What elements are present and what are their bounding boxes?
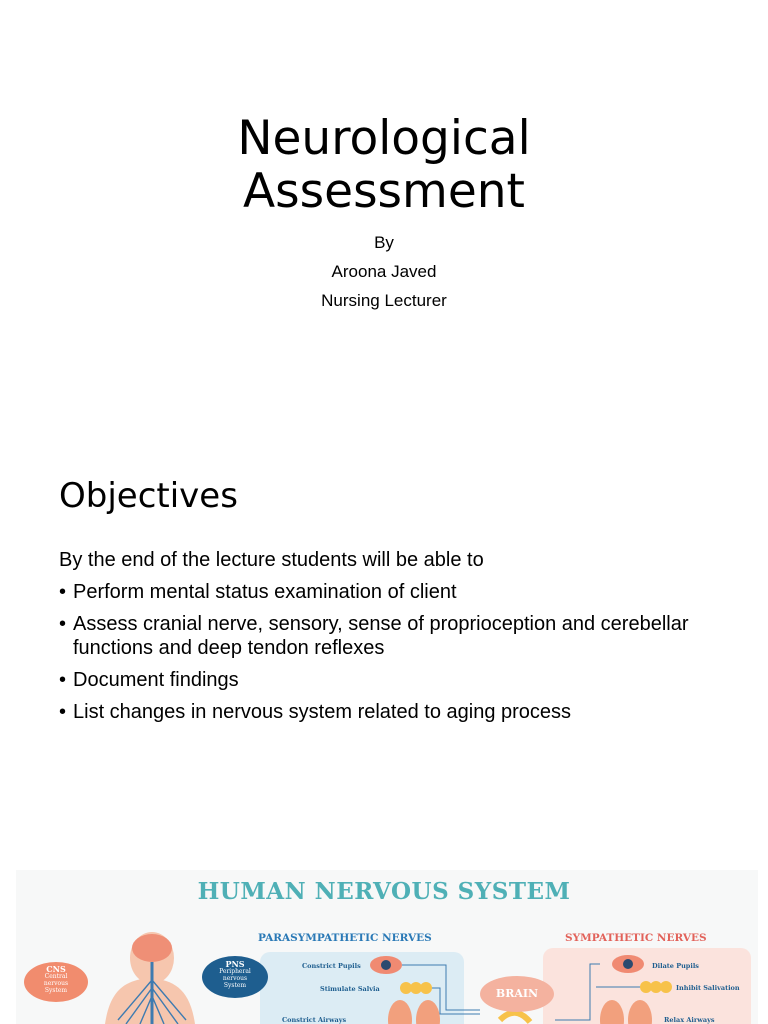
sympathetic-label: SYMPATHETIC NERVES xyxy=(565,932,707,944)
author-role: Nursing Lecturer xyxy=(321,291,447,310)
nervous-system-infographic xyxy=(0,870,768,1024)
by-label: By xyxy=(374,233,394,252)
lungs-icon xyxy=(388,1000,440,1024)
cns-line-2: nervous xyxy=(43,980,69,987)
eye-icon xyxy=(370,956,402,974)
objectives-heading: Objectives xyxy=(59,476,238,516)
cns-line-1: Central xyxy=(44,973,68,980)
lungs-icon xyxy=(600,1000,652,1024)
pns-abbr: PNS xyxy=(225,959,245,969)
title-line-1: Neurological xyxy=(237,111,531,166)
brain-badge: BRAIN xyxy=(480,976,554,1012)
list-item: • List changes in nervous system related to aging process xyxy=(59,700,719,724)
objectives-body xyxy=(59,548,719,732)
salivary-gland-icon xyxy=(400,982,432,994)
pns-badge xyxy=(202,956,268,998)
list-item: • Perform mental status examination of client xyxy=(59,580,719,604)
list-item: • Assess cranial nerve, sensory, sense of proprioception and cerebellar functions and deep tendon reflexes xyxy=(59,612,719,660)
objectives-list xyxy=(59,580,719,724)
author-name: Aroona Javed xyxy=(331,262,437,281)
subtitle xyxy=(0,228,768,315)
pns-line-1: Peripheral xyxy=(219,968,251,975)
cns-abbr: CNS xyxy=(46,964,66,974)
para-item-constrict-airways: Constrict Airways xyxy=(282,1016,347,1024)
objectives-intro: By the end of the lecture students will be able to xyxy=(59,549,484,571)
para-item-stimulate-salvia: Stimulate Salvia xyxy=(320,985,380,993)
objectives-slide xyxy=(0,460,768,840)
human-figure-icon xyxy=(105,932,195,1024)
para-item-constrict-pupils: Constrict Pupils xyxy=(302,962,361,970)
symp-item-dilate-pupils: Dilate Pupils xyxy=(652,962,699,970)
pns-line-3: System xyxy=(223,982,247,989)
cns-badge xyxy=(24,962,88,1002)
symp-item-relax-airways: Relax Airways xyxy=(664,1016,715,1024)
cns-line-3: System xyxy=(44,987,68,994)
salivary-gland-icon xyxy=(640,981,672,993)
list-item: • Document findings xyxy=(59,668,719,692)
title-line-2: Assessment xyxy=(243,164,525,219)
body-illustration xyxy=(0,870,768,1024)
presentation-title xyxy=(0,112,768,218)
parasympathetic-label: PARASYMPATHETIC NERVES xyxy=(258,932,432,944)
title-slide xyxy=(0,0,768,420)
eye-icon xyxy=(612,955,644,973)
infographic-title: HUMAN NERVOUS SYSTEM xyxy=(197,878,571,905)
pns-line-2: nervous xyxy=(222,975,248,982)
symp-item-inhibit-salivation: Inhibit Salivation xyxy=(676,984,740,992)
